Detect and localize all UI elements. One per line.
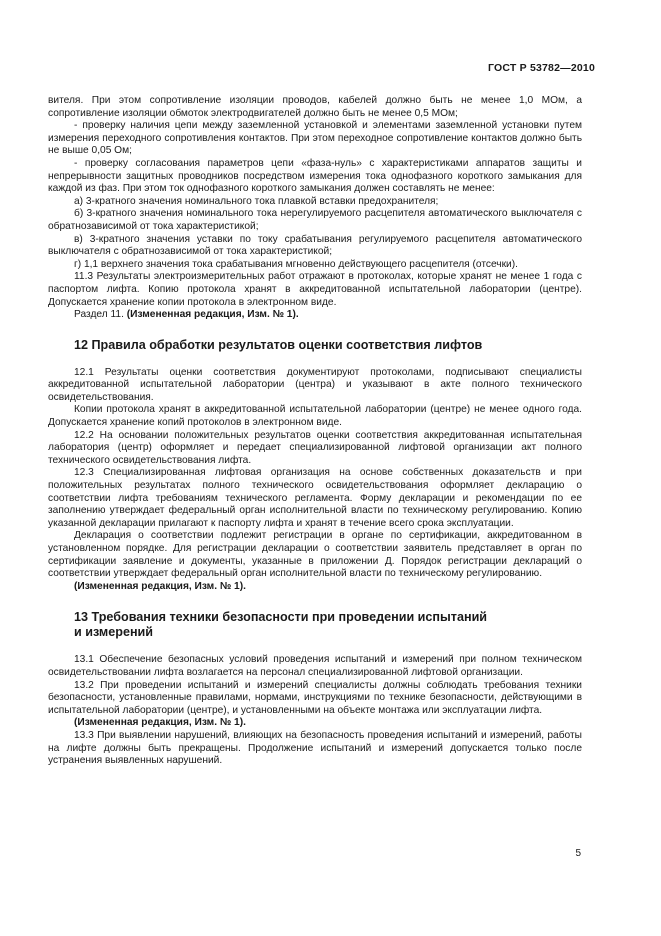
- amendment-section-ref: Раздел 11.: [74, 309, 127, 321]
- amendment-note: (Измененная редакция, Изм. № 1).: [74, 580, 246, 592]
- document-header: ГОСТ Р 53782—2010: [487, 62, 595, 74]
- paragraph: 12.3 Специализированная лифтовая организация на основе собственных доказательств и при положительных результатах полного технического освидетельствования оформляет декларацию о соответствии лифта требованиям технического регламента. Форму декларации и рекомендации по ее заполнению утверждает федеральный орган исполнительной власти по техническому регулированию. Копию указанной декларации прилагают к паспорту лифта и хранят в течение всего срока эксплуатации.: [48, 467, 582, 529]
- paragraph: - проверку согласования параметров цепи «фаза-нуль» с характеристиками аппаратов защиты и непрерывности защитных проводников посредством измерения тока однофазного короткого замыкания для каждой из фаз. При этом ток однофазного короткого замыкания должен составлять не менее:: [48, 157, 582, 195]
- list-item: в) 3-кратного значения уставки по току срабатывания регулируемого расцепителя автоматического выключателя с обратнозависимой от тока характеристикой;: [48, 233, 582, 258]
- list-item: а) 3-кратного значения номинального тока плавкой вставки предохранителя;: [74, 195, 439, 207]
- section-13-title-line2: и измерений: [74, 625, 154, 640]
- paragraph: 12.1 Результаты оценки соответствия документируют протоколами, подписывают специалисты аккредитованной испытательной лаборатории (центра) и указывают в акте полного технического освидетельствования.: [48, 366, 582, 403]
- page-number: 5: [575, 848, 581, 859]
- paragraph: 13.2 При проведении испытаний и измерений специалисты должны соблюдать требования техники безопасности, установленные правилами, нормами, инструкциями по технике безопасности, действующими в испытательной лаборатории (центре), и установленными на объекте монтажа или эксплуатации лифта.: [48, 679, 582, 716]
- paragraph: вителя. При этом сопротивление изоляции проводов, кабелей должно быть не менее 1,0 МОм, а сопротивление изоляции обмоток электродвигателей должно быть не менее 0,5 МОм;: [48, 95, 582, 119]
- section-13-title: [48, 610, 582, 640]
- list-item: б) 3-кратного значения номинального тока нерегулируемого расцепителя автоматического выключателя с обратнозависимой от тока характеристикой;: [48, 208, 582, 232]
- paragraph: 12.2 На основании положительных результатов оценки соответствия аккредитованная испытательная лаборатория (центр) оформляет и передает специализированной лифтовой организации акт полного технического освидетельствования лифта.: [48, 429, 582, 466]
- amendment-label: (Измененная редакция, Изм. № 1).: [126, 309, 299, 321]
- page-content: [48, 95, 582, 768]
- paragraph: - проверку наличия цепи между заземленной установкой и элементами заземленной установки путем измерения переходного сопротивления контактов. При этом переходное сопротивление контактов должно быть не выше 0,05 Ом;: [48, 120, 582, 157]
- list-item: г) 1,1 верхнего значения тока срабатывания мгновенно действующего расцепителя (отсечки).: [74, 258, 518, 270]
- paragraph: Декларация о соответствии подлежит регистрации в органе по сертификации, аккредитованном в установленном порядке. Для регистрации декларации о соответствии заявитель представляет в орган по сертификации заявление и документы, указанные в приложении Д. Порядок регистрации деклараций о соответствии утверждает федеральный орган исполнительной власти по техническому регулированию.: [48, 530, 582, 580]
- paragraph: Копии протокола хранят в аккредитованной испытательной лаборатории (центре) не менее одного года. Допускается хранение копий протоколов в электронном виде.: [48, 404, 582, 429]
- amendment-note: (Измененная редакция, Изм. № 1).: [74, 717, 246, 729]
- paragraph: 13.3 При выявлении нарушений, влияющих на безопасность проведения испытаний и измерений, работы на лифте должны быть прекращены. Продолжение испытаний и измерений допускается только после устранения выявленных нарушений.: [48, 729, 582, 767]
- paragraph: 11.3 Результаты электроизмерительных работ отражают в протоколах, которые хранят не менее 1 года с паспортом лифта. Копию протокола хранят в аккредитованной испытательной лаборатории (центре). Допускается хранение копии протокола в электронном виде.: [48, 271, 582, 308]
- section-12-title: 12 Правила обработки результатов оценки соответствия лифтов: [74, 337, 483, 352]
- paragraph: 13.1 Обеспечение безопасных условий проведения испытаний и измерений при полном техническом освидетельствовании лифта возлагается на персонал специализированной лифтовой организации.: [48, 654, 582, 678]
- section-13-title-line1: 13 Требования техники безопасности при проведении испытаний: [74, 610, 488, 625]
- amendment-note: [48, 309, 582, 322]
